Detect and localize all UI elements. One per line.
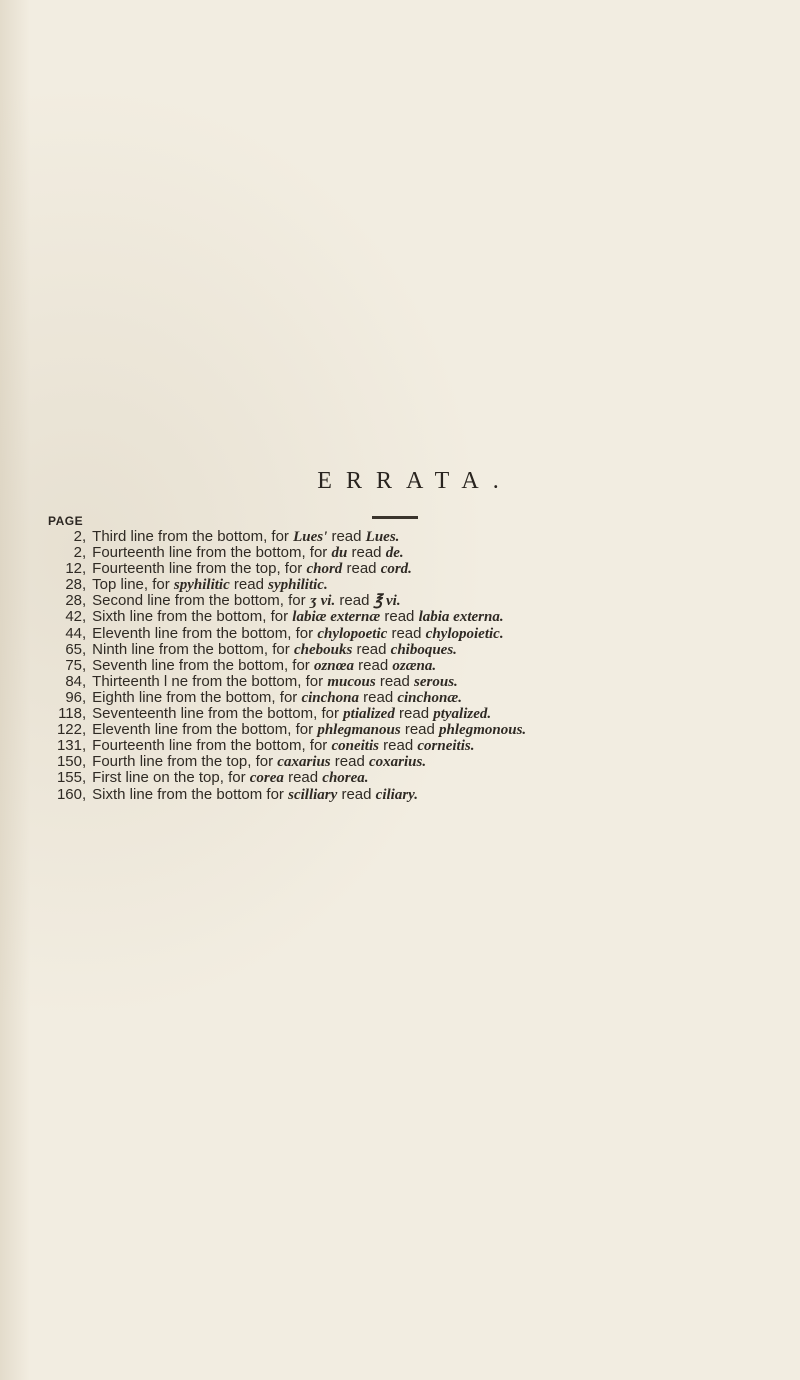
entry-for-label: for xyxy=(272,640,290,658)
entry-erroneous-word: ptialized xyxy=(343,706,395,723)
title-rule xyxy=(372,516,418,519)
errata-entry xyxy=(48,561,788,577)
entry-erroneous-word: cinchona xyxy=(301,689,359,706)
entry-read-label: read xyxy=(331,528,362,545)
entry-page-number: 96 xyxy=(65,688,82,706)
entry-location: Top line, xyxy=(92,576,149,594)
entry-erroneous-word: chebouks xyxy=(293,641,353,658)
entry-page-number: 2 xyxy=(73,544,82,562)
errata-entry xyxy=(48,642,788,658)
entry-corrected-word: ciliary. xyxy=(375,786,419,803)
errata-entry xyxy=(48,738,788,754)
entry-for-label: for xyxy=(295,624,314,642)
entry-page-number: 155 xyxy=(56,769,82,787)
entry-erroneous-word: ʒ vi. xyxy=(309,593,336,610)
entry-page-number: 2 xyxy=(73,528,82,545)
errata-entry xyxy=(48,706,788,722)
entry-read-label: read xyxy=(384,608,415,626)
entry-corrected-word: cord. xyxy=(380,561,412,578)
entry-erroneous-word: scilliary xyxy=(288,786,338,803)
entry-separator: , xyxy=(82,688,87,706)
entry-corrected-word: Lues. xyxy=(365,529,400,545)
entry-location: Third line from the bottom, xyxy=(92,528,268,545)
errata-list xyxy=(48,529,788,803)
entry-erroneous-word: chylopoetic xyxy=(317,625,388,642)
errata-entry xyxy=(48,722,788,738)
entry-read-label: read xyxy=(391,624,422,642)
entry-corrected-word: de. xyxy=(385,545,404,562)
entry-location: Thirteenth l ne from the bottom, xyxy=(92,672,302,690)
page-column-label: PAGE xyxy=(48,514,84,528)
errata-entry xyxy=(48,593,788,609)
errata-entry xyxy=(48,754,788,770)
entry-page-number: 84 xyxy=(65,672,82,690)
entry-page-number: 160 xyxy=(56,785,82,803)
entry-location: Seventh line from the bottom, xyxy=(92,656,289,674)
entry-for-label: for xyxy=(295,721,314,739)
entry-corrected-word: ozæna. xyxy=(392,657,437,674)
entry-separator: , xyxy=(82,560,87,578)
entry-read-label: read xyxy=(351,544,382,562)
entry-erroneous-word: chord xyxy=(306,561,343,578)
entry-erroneous-word: oznœa xyxy=(313,657,354,674)
entry-for-label: for xyxy=(292,656,310,674)
entry-corrected-word: syphilitic. xyxy=(268,577,328,594)
entry-corrected-word: chorea. xyxy=(322,770,369,787)
errata-entry xyxy=(48,787,788,803)
entry-for-label: for xyxy=(305,672,324,690)
entry-for-label: for xyxy=(266,785,284,803)
entry-corrected-word: ptyalized. xyxy=(433,706,492,723)
entry-separator: , xyxy=(82,624,87,642)
entry-location: Eighth line from the bottom, xyxy=(92,688,276,706)
entry-erroneous-word: mucous xyxy=(327,673,376,690)
entry-separator: , xyxy=(82,656,87,674)
entry-separator: , xyxy=(82,592,87,610)
entry-erroneous-word: du xyxy=(331,545,348,562)
entry-read-label: read xyxy=(233,576,264,594)
entry-location: Eleventh line from the bottom, xyxy=(92,721,292,739)
entry-for-label: for xyxy=(228,769,246,787)
entry-location: Sixth line from the bottom xyxy=(92,785,263,803)
entry-corrected-word: chiboques. xyxy=(390,641,457,658)
entry-erroneous-word: Lues' xyxy=(293,529,328,545)
entry-page-number: 118 xyxy=(58,705,82,723)
entry-for-label: for xyxy=(321,705,339,723)
entry-location: Fourteenth line from the bottom, xyxy=(92,544,306,562)
entry-page-number: 150 xyxy=(56,753,82,771)
errata-title: ERRATA. xyxy=(317,468,513,494)
entry-corrected-word: coxarius. xyxy=(369,754,427,771)
entry-separator: , xyxy=(82,576,87,594)
entry-corrected-word: corneitis. xyxy=(417,738,475,755)
entry-read-label: read xyxy=(363,688,394,706)
entry-corrected-word: ℥ vi. xyxy=(373,593,401,610)
entry-location: Ninth line from the bottom, xyxy=(92,640,269,658)
entry-location: Seventeenth line from the bottom, xyxy=(92,705,318,723)
entry-corrected-word: chylopoietic. xyxy=(425,625,504,642)
entry-separator: , xyxy=(82,672,87,690)
entry-for-label: for xyxy=(309,737,328,755)
entry-for-label: for xyxy=(279,688,298,706)
entry-for-label: for xyxy=(309,544,328,562)
entry-page-number: 44 xyxy=(65,624,82,642)
entry-read-label: read xyxy=(379,672,410,690)
entry-for-label: for xyxy=(152,576,170,594)
entry-location: Sixth line from the bottom, xyxy=(92,608,267,626)
entry-separator: , xyxy=(82,528,87,545)
entry-read-label: read xyxy=(341,785,372,803)
entry-erroneous-word: phlegmanous xyxy=(317,722,401,739)
entry-location: Second line from the bottom, xyxy=(92,592,284,610)
entry-read-label: read xyxy=(399,705,430,723)
entry-corrected-word: phlegmonous. xyxy=(439,722,527,739)
entry-erroneous-word: spyhilitic xyxy=(173,577,230,594)
entry-page-number: 42 xyxy=(65,608,82,626)
entry-erroneous-word: labiæ externæ xyxy=(292,609,381,626)
entry-corrected-word: cinchonæ. xyxy=(397,689,462,706)
entry-separator: , xyxy=(82,705,87,723)
errata-entry xyxy=(48,626,788,642)
entry-page-number: 122 xyxy=(56,721,82,739)
entry-for-label: for xyxy=(270,608,289,626)
entry-read-label: read xyxy=(358,656,389,674)
entry-erroneous-word: corea xyxy=(249,770,284,787)
entry-page-number: 28 xyxy=(65,576,82,594)
entry-separator: , xyxy=(82,753,87,771)
entry-read-label: read xyxy=(356,640,387,658)
errata-entry xyxy=(48,658,788,674)
entry-location: Fourth line from the top, xyxy=(92,753,252,771)
entry-location: First line on the top, xyxy=(92,769,224,787)
entry-for-label: for xyxy=(271,528,289,545)
errata-entry xyxy=(48,690,788,706)
entry-for-label: for xyxy=(284,560,303,578)
entry-location: Eleventh line from the bottom, xyxy=(92,624,292,642)
entry-erroneous-word: coneitis xyxy=(331,738,379,755)
errata-entry xyxy=(48,770,788,786)
errata-entry xyxy=(48,545,788,561)
entry-for-label: for xyxy=(255,753,274,771)
entry-read-label: read xyxy=(383,737,414,755)
entry-page-number: 65 xyxy=(65,640,82,658)
entry-read-label: read xyxy=(404,721,435,739)
entry-read-label: read xyxy=(288,769,319,787)
entry-location: Fourteenth line from the bottom, xyxy=(92,737,306,755)
entry-corrected-word: labia externa. xyxy=(418,609,504,626)
entry-corrected-word: serous. xyxy=(414,673,458,690)
entry-read-label: read xyxy=(346,560,377,578)
entry-location: Fourteenth line from the top, xyxy=(92,560,281,578)
errata-entry xyxy=(48,609,788,625)
entry-separator: , xyxy=(82,721,87,739)
errata-entry xyxy=(48,577,788,593)
entry-separator: , xyxy=(82,785,87,803)
entry-read-label: read xyxy=(339,592,370,610)
entry-page-number: 28 xyxy=(65,592,82,610)
entry-page-number: 75 xyxy=(65,656,82,674)
entry-page-number: 12 xyxy=(65,560,82,578)
entry-separator: , xyxy=(82,544,87,562)
entry-separator: , xyxy=(82,769,87,787)
entry-read-label: read xyxy=(334,753,365,771)
errata-entry xyxy=(48,674,788,690)
entry-for-label: for xyxy=(288,592,306,610)
entry-page-number: 131 xyxy=(56,737,82,755)
entry-separator: , xyxy=(82,737,87,755)
entry-erroneous-word: caxarius xyxy=(277,754,331,771)
entry-separator: , xyxy=(82,608,87,626)
entry-separator: , xyxy=(82,640,87,658)
errata-entry xyxy=(48,529,788,545)
